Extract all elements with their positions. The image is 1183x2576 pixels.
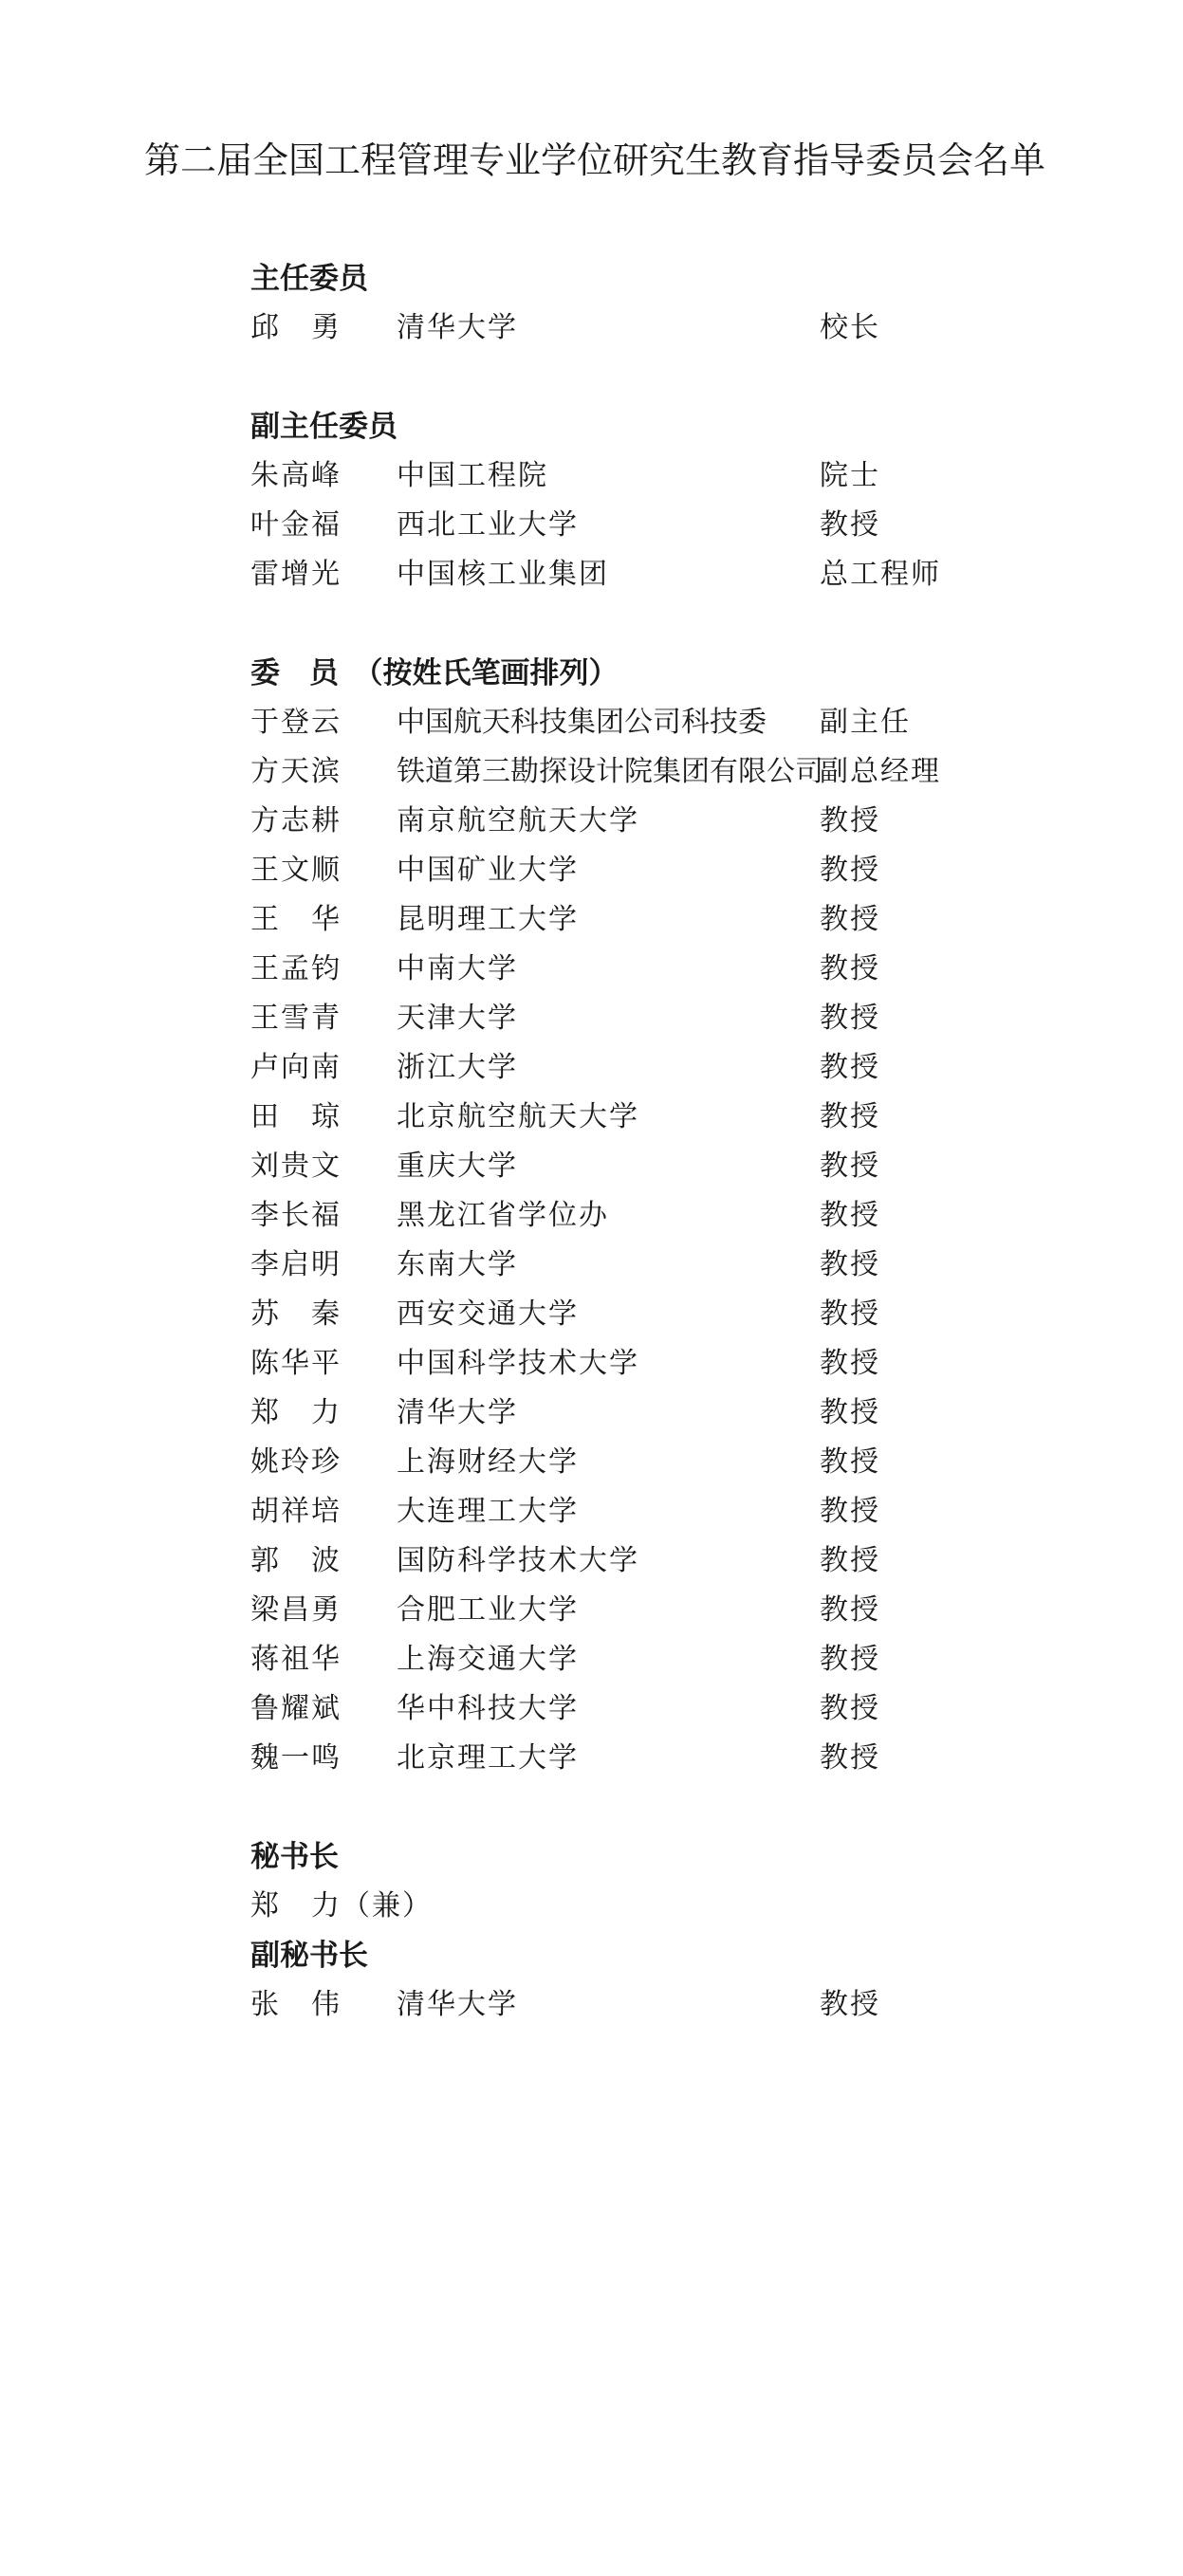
member-title: 教授 [820,1199,880,1232]
member-org: 中国航天科技集团公司科技委 [397,706,767,739]
member-row [250,304,1104,353]
member-row [250,1536,1104,1586]
member-row [250,1635,1104,1684]
member-name: 邱 勇 [250,311,342,344]
member-org: 合肥工业大学 [397,1593,579,1627]
committee-heading: 委 员 （按姓氏笔画排列） [250,656,619,690]
member-row [250,1191,1104,1241]
member-name: 朱高峰 [250,459,342,492]
member-org: 中南大学 [397,952,518,985]
member-org: 国防科学技术大学 [397,1544,639,1577]
member-name: 梁昌勇 [250,1593,342,1627]
member-title: 教授 [820,1100,880,1133]
member-org: 大连理工大学 [397,1495,579,1528]
member-title: 副总经理 [820,755,941,788]
member-title: 教授 [820,1347,880,1380]
member-name: 胡祥培 [250,1495,342,1528]
member-name: 王文顺 [250,854,342,887]
member-name: 卢向南 [250,1051,342,1084]
secretary-section [250,1832,1104,2030]
member-name: 李长福 [250,1199,342,1232]
member-name: 田 琼 [250,1100,342,1133]
member-row [250,698,1104,747]
member-title: 教授 [820,1248,880,1281]
page-title: 第二届全国工程管理专业学位研究生教育指导委员会名单 [144,139,1046,181]
member-title: 教授 [820,1988,880,2021]
member-row [250,451,1104,501]
member-org: 上海财经大学 [397,1445,579,1479]
member-row [250,1043,1104,1093]
member-name: 姚玲珍 [250,1445,342,1479]
chair-heading: 主任委员 [250,262,368,296]
member-row [250,501,1104,550]
member-title: 院士 [820,459,880,492]
member-org: 中国科学技术大学 [397,1347,639,1380]
member-org: 铁道第三勘探设计院集团有限公司 [397,755,823,788]
member-name: 方天滨 [250,755,342,788]
member-name: 王 华 [250,903,342,936]
member-row [250,1684,1104,1734]
member-row [250,1142,1104,1191]
member-org: 清华大学 [397,1988,518,2021]
member-row [250,1290,1104,1339]
secretary-general-name: 郑 力（兼） [250,1889,433,1923]
member-org: 中国工程院 [397,459,548,492]
member-org: 东南大学 [397,1248,518,1281]
member-row [250,1487,1104,1536]
member-name: 魏一鸣 [250,1741,342,1775]
member-name: 郑 力 [250,1396,342,1429]
member-org: 浙江大学 [397,1051,518,1084]
member-title: 教授 [820,1544,880,1577]
member-name: 雷增光 [250,558,342,591]
member-name: 于登云 [250,706,342,739]
member-row [250,945,1104,994]
member-row [250,797,1104,846]
member-title: 副主任 [820,706,911,739]
member-name: 苏 秦 [250,1297,342,1331]
member-row [250,1980,1104,2030]
member-org: 西北工业大学 [397,508,579,542]
member-org: 昆明理工大学 [397,903,579,936]
member-title: 教授 [820,508,880,542]
member-row [250,1438,1104,1487]
member-title: 教授 [820,1692,880,1725]
member-org: 北京理工大学 [397,1741,579,1775]
member-title: 教授 [820,1150,880,1183]
member-org: 重庆大学 [397,1150,518,1183]
member-name: 张 伟 [250,1988,342,2021]
member-title: 教授 [820,903,880,936]
member-title: 教授 [820,1297,880,1331]
member-name: 刘贵文 [250,1150,342,1183]
member-title: 教授 [820,1051,880,1084]
member-title: 教授 [820,1495,880,1528]
member-org: 清华大学 [397,1396,518,1429]
member-title: 教授 [820,1741,880,1775]
member-name: 蒋祖华 [250,1643,342,1676]
member-title: 教授 [820,1643,880,1676]
member-title: 教授 [820,804,880,837]
member-org: 上海交通大学 [397,1643,579,1676]
member-row [250,994,1104,1043]
member-name: 郭 波 [250,1544,342,1577]
member-org: 西安交通大学 [397,1297,579,1331]
member-row [250,846,1104,895]
member-org: 天津大学 [397,1002,518,1035]
member-row [250,550,1104,599]
committee-section [250,649,1104,1783]
member-org: 清华大学 [397,311,518,344]
member-name: 陈华平 [250,1347,342,1380]
secretary-general-heading: 秘书长 [250,1840,339,1874]
member-title: 教授 [820,1445,880,1479]
member-org: 华中科技大学 [397,1692,579,1725]
member-row [250,895,1104,945]
member-row [250,1734,1104,1783]
member-name: 李启明 [250,1248,342,1281]
member-title: 教授 [820,1593,880,1627]
deputy-secretary-general-heading: 副秘书长 [250,1939,368,1973]
vice-chair-section [250,402,1104,599]
chair-section [250,254,1104,353]
member-title: 教授 [820,952,880,985]
member-title: 教授 [820,1002,880,1035]
member-name: 叶金福 [250,508,342,542]
member-title: 教授 [820,854,880,887]
member-name: 鲁耀斌 [250,1692,342,1725]
secretary-general-row [250,1882,1104,1931]
member-row [250,1586,1104,1635]
member-title: 校长 [820,311,880,344]
member-org: 中国核工业集团 [397,558,609,591]
member-row [250,1339,1104,1389]
vice-chair-heading: 副主任委员 [250,410,397,444]
member-title: 总工程师 [820,558,941,591]
member-row [250,1093,1104,1142]
member-row [250,747,1104,797]
member-name: 方志耕 [250,804,342,837]
member-org: 北京航空航天大学 [397,1100,639,1133]
member-title: 教授 [820,1396,880,1429]
member-row [250,1389,1104,1438]
member-name: 王雪青 [250,1002,342,1035]
member-name: 王孟钧 [250,952,342,985]
member-org: 南京航空航天大学 [397,804,639,837]
member-row [250,1241,1104,1290]
member-org: 黑龙江省学位办 [397,1199,609,1232]
member-org: 中国矿业大学 [397,854,579,887]
